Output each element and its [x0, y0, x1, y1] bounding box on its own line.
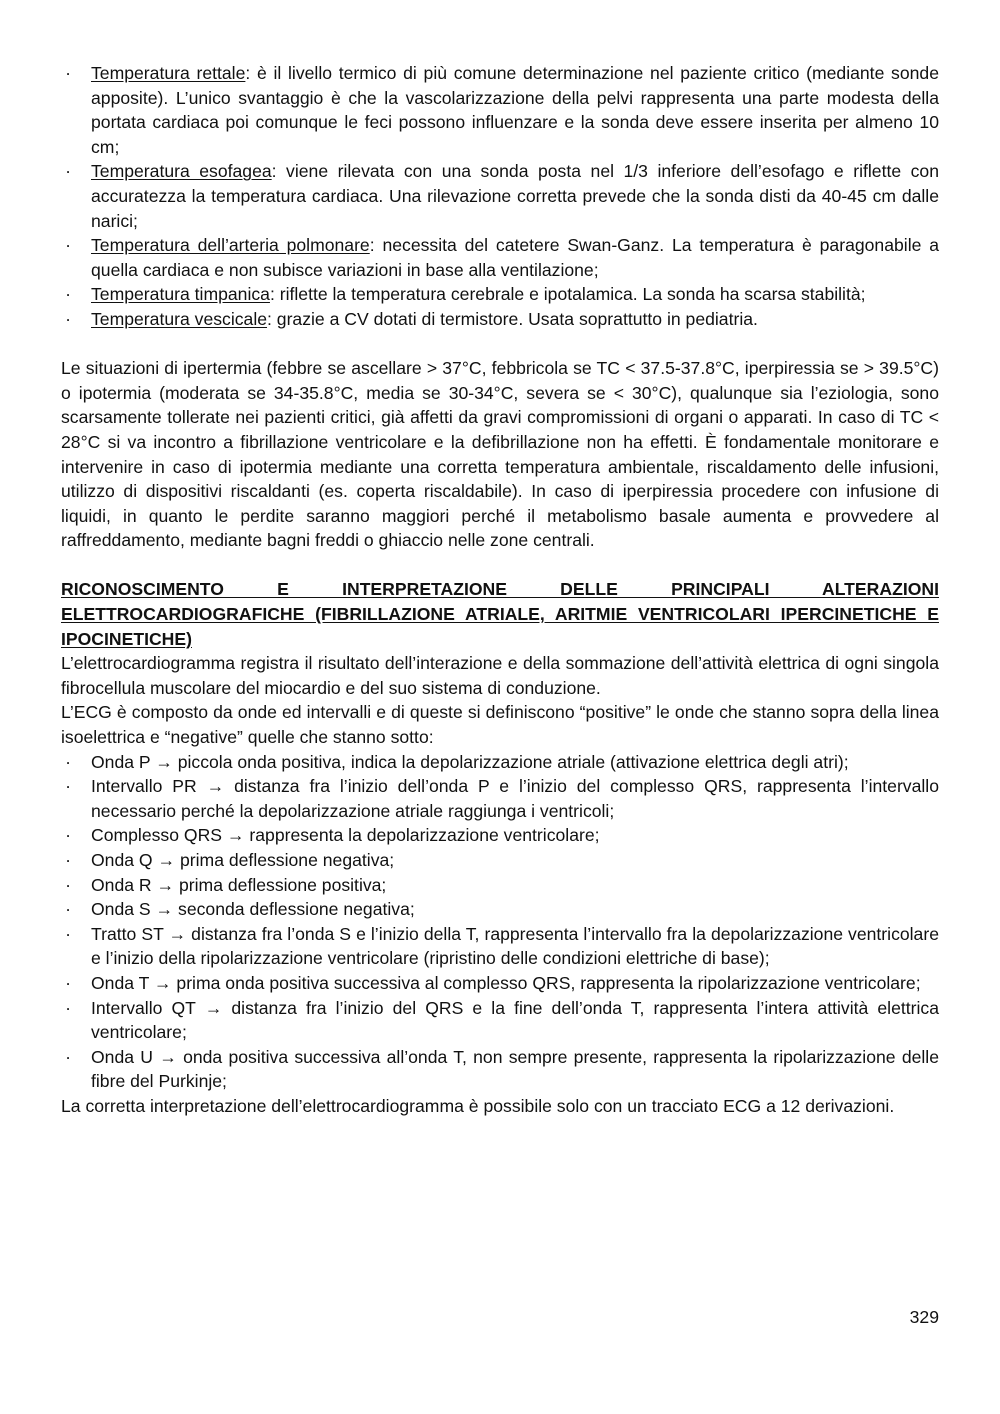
bullet-icon: ·: [65, 751, 71, 772]
list-item-text: : grazie a CV dotati di termistore. Usata soprattutto in pediatria.: [267, 308, 758, 329]
section-title: RICONOSCIMENTO E INTERPRETAZIONE DELLE PRINCIPALI ALTERAZIONI ELETTROCARDIOGRAFICHE (FIBRILLAZIONE ATRIALE, ARITMIE VENTRICOLARI IPERCINETICHE E IPOCINETICHE): [61, 579, 939, 649]
list-item: [61, 233, 939, 282]
bullet-icon: ·: [65, 874, 71, 895]
list-item-term: Temperatura rettale: [91, 63, 246, 83]
list-item-text: Onda T → prima onda positiva successiva al complesso QRS, rappresenta la ripolarizzazione ventricolare;: [91, 972, 921, 993]
spacer: [61, 332, 939, 357]
list-item: [61, 897, 939, 922]
list-item-term: Temperatura esofagea: [91, 161, 272, 182]
bullet-icon: ·: [65, 235, 71, 256]
list-item-text: Onda S → seconda deflessione negativa;: [91, 899, 415, 920]
list-item-text: Onda P → piccola onda positiva, indica la depolarizzazione atriale (attivazione elettrica degli atri);: [91, 751, 849, 772]
list-item: [61, 61, 939, 159]
bullet-icon: ·: [65, 308, 71, 329]
list-item-term: Temperatura dell’arteria polmonare: [91, 235, 370, 256]
list-item: [61, 848, 939, 873]
list-item: [61, 922, 939, 971]
list-item: [61, 307, 939, 332]
list-item-text: Intervallo QT → distanza fra l’inizio del QRS e la fine dell’onda T, rappresenta l’intera attività elettrica ventricolare;: [91, 997, 939, 1043]
list-item-text: Onda R → prima deflessione positiva;: [91, 874, 387, 895]
list-item: [61, 774, 939, 823]
ecg-waves-list: [61, 750, 939, 1094]
list-item: [61, 1045, 939, 1094]
list-item-term: Temperatura timpanica: [91, 284, 270, 305]
ecg-waves-paragraph: L’ECG è composto da onde ed intervalli e di queste si definiscono “positive” le onde che stanno sopra della linea isoelettrica e “negative” quelle che stanno sotto:: [61, 702, 939, 748]
list-item: [61, 823, 939, 848]
list-item-text: Onda Q → prima deflessione negativa;: [91, 850, 395, 870]
bullet-icon: ·: [65, 899, 71, 920]
bullet-icon: ·: [65, 63, 71, 83]
list-item: [61, 971, 939, 996]
list-item-text: : è il livello termico di più comune determinazione nel paziente critico (mediante sonde apposite). L’unico svantaggio è che la vascolarizzazione della pelvi rappresenta una parte modesta della portata cardiaca poi comunque le feci possono influenzare e la sonda deve essere inserita per almeno 10 cm;: [91, 63, 939, 157]
page-content: [61, 61, 939, 1119]
list-item: [61, 996, 939, 1045]
list-item: [61, 159, 939, 233]
temperature-sites-list: [61, 61, 939, 332]
bullet-icon: ·: [65, 776, 71, 797]
bullet-icon: ·: [65, 825, 71, 846]
bullet-icon: ·: [65, 923, 71, 944]
list-item-text: Intervallo PR → distanza fra l’inizio dell’onda P e l’inizio del complesso QRS, rappresenta l’intervallo necessario perché la depolarizzazione atriale raggiunga i ventricoli;: [91, 776, 939, 821]
ecg-intro-paragraph: L’elettrocardiogramma registra il risultato dell’interazione e della sommazione dell’attività elettrica di ogni singola fibrocellula muscolare del miocardio e del suo sistema di conduzione.: [61, 653, 939, 698]
page-number: 329: [909, 1307, 939, 1327]
bullet-icon: ·: [65, 1046, 71, 1067]
list-item: [61, 873, 939, 898]
list-item-text: Tratto ST → distanza fra l’onda S e l’inizio della T, rappresenta l’intervallo fra la depolarizzazione ventricolare e l’inizio della ripolarizzazione ventricolare (ripristino delle condizioni elettriche di base);: [91, 923, 939, 969]
hyperthermia-paragraph: Le situazioni di ipertermia (febbre se ascellare > 37°C, febbricola se TC < 37.5-37.8°C, iperpiressia se > 39.5°C) o ipotermia (moderata se 34-35.8°C, media se 30-34°C, severa se < 30°C), qualunque sia l’eziologia, sono scarsamente tollerate nei pazienti critici, già affetti da gravi compromissioni di organi o apparati. In caso di TC < 28°C si va incontro a fibrillazione ventricolare e la defibrillazione non ha effetti. È fondamentale monitorare e intervenire in caso di ipotermia mediante una corretta temperatura ambientale, riscaldamento delle infusioni, utilizzo di dispositivi riscaldanti (es. coperta riscaldabile). In caso di iperpiressia procedere con infusione di liquidi, in quanto le perdite saranno maggiori perché il metabolismo basale aumenta e provvedere al raffreddamento, mediante bagni freddi o ghiaccio nelle zone centrali.: [61, 358, 939, 551]
bullet-icon: ·: [65, 850, 71, 870]
bullet-icon: ·: [65, 284, 71, 305]
bullet-icon: ·: [65, 972, 71, 993]
list-item-text: Complesso QRS → rappresenta la depolarizzazione ventricolare;: [91, 825, 600, 846]
list-item-term: Temperatura vescicale: [91, 308, 268, 329]
spacer: [61, 553, 939, 578]
closing-paragraph: La corretta interpretazione dell’elettrocardiogramma è possibile solo con un tracciato ECG a 12 derivazioni.: [61, 1095, 895, 1116]
bullet-icon: ·: [65, 997, 71, 1018]
bullet-icon: ·: [65, 161, 71, 182]
list-item-text: Onda U → onda positiva successiva all’onda T, non sempre presente, rappresenta la ripolarizzazione delle fibre del Purkinje;: [91, 1046, 939, 1092]
list-item: [61, 282, 939, 307]
list-item-text: : riflette la temperatura cerebrale e ipotalamica. La sonda ha scarsa stabilità;: [269, 284, 866, 305]
list-item-text: : necessita del catetere Swan-Ganz. La temperatura è paragonabile a quella cardiaca e non subisce variazioni in base alla ventilazione;: [91, 235, 940, 280]
list-item: [61, 750, 939, 775]
list-item-text: : viene rilevata con una sonda posta nel 1/3 inferiore dell’esofago e riflette con accuratezza la temperatura cardiaca. Una rilevazione corretta prevede che la sonda disti da 40-45 cm dalle narici;: [91, 161, 939, 231]
